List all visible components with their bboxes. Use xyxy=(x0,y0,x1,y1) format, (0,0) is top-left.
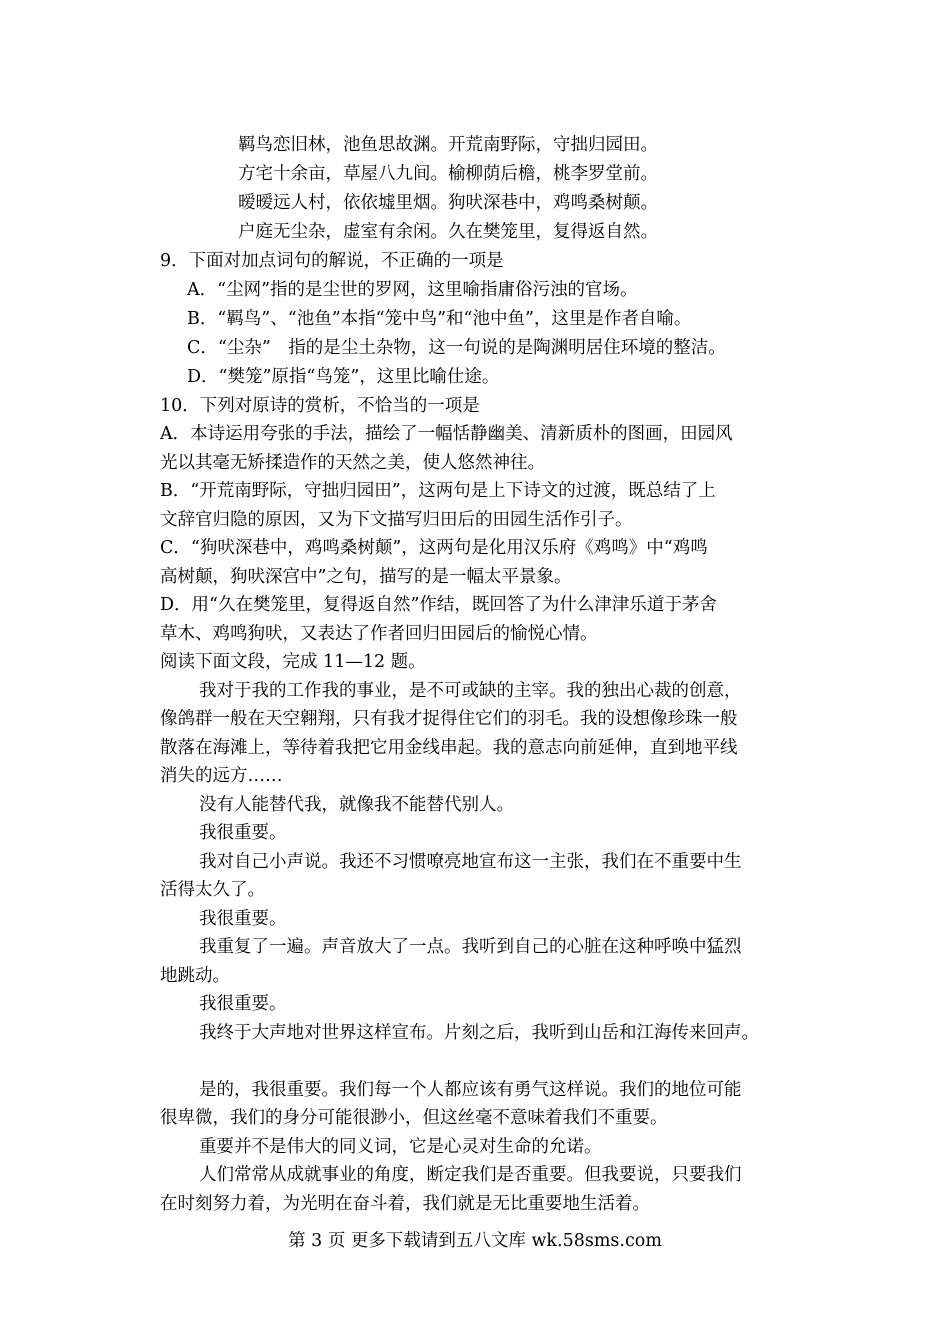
poem-line: 羁鸟恋旧林，池鱼思故渊。开荒南野际，守拙归园田。 xyxy=(238,135,658,155)
passage-line: 活得太久了。 xyxy=(160,880,265,900)
passage-line: 像鸽群一般在天空翱翔，只有我才捉得住它们的羽毛。我的设想像珍珠一般 xyxy=(160,709,738,729)
passage-line: 没有人能替代我，就像我不能替代别人。 xyxy=(199,795,514,815)
passage-line: 我很重要。 xyxy=(199,823,287,843)
question-10-stem: 10．下列对原诗的赏析，不恰当的一项是 xyxy=(160,396,480,416)
passage-line: 人们常常从成就事业的角度，断定我们是否重要。但我要说，只要我们 xyxy=(199,1165,742,1185)
passage-line: 我重复了一遍。声音放大了一点。我听到自己的心脏在这种呼唤中猛烈 xyxy=(199,937,742,957)
question-9-option-c: C．“尘杂” 指的是尘土杂物，这一句说的是陶渊明居住环境的整洁。 xyxy=(187,338,726,358)
question-10-line: A．本诗运用夸张的手法，描绘了一幅恬静幽美、清新质朴的图画，田园风 xyxy=(160,424,733,444)
passage-line: 我很重要。 xyxy=(199,994,287,1014)
question-9-option-b: B．“羁鸟”、“池鱼”本指“笼中鸟”和“池中鱼”，这里是作者自喻。 xyxy=(187,309,692,329)
page-footer: 第 3 页 更多下载请到五八文库 wk.58sms.com xyxy=(288,1231,662,1251)
passage-line: 我很重要。 xyxy=(199,909,287,929)
passage-line: 我终于大声地对世界这样宣布。片刻之后，我听到山岳和江海传来回声。 xyxy=(199,1023,759,1043)
question-10-line: D．用“久在樊笼里，复得返自然”作结，既回答了为什么津津乐道于茅舍 xyxy=(160,595,717,615)
reading-intro: 阅读下面文段，完成 11—12 题。 xyxy=(160,652,426,672)
passage-line: 在时刻努力着，为光明在奋斗着，我们就是无比重要地生活着。 xyxy=(160,1194,650,1214)
passage-line: 消失的远方…… xyxy=(160,766,283,786)
poem-line: 暧暧远人村，依依墟里烟。狗吠深巷中，鸡鸣桑树颠。 xyxy=(238,193,658,213)
poem-line: 方宅十余亩，草屋八九间。榆柳荫后檐，桃李罗堂前。 xyxy=(238,164,658,184)
question-10-line: 光以其毫无矫揉造作的天然之美，使人悠然神往。 xyxy=(160,453,545,473)
question-10-line: B．“开荒南野际，守拙归园田”，这两句是上下诗文的过渡，既总结了上 xyxy=(160,481,716,501)
passage-line: 地跳动。 xyxy=(160,966,230,986)
poem-line: 户庭无尘杂，虚室有余闲。久在樊笼里，复得返自然。 xyxy=(238,222,658,242)
passage-line: 很卑微，我们的身分可能很渺小，但这丝毫不意味着我们不重要。 xyxy=(160,1108,668,1128)
passage-line: 我对自己小声说。我还不习惯嘹亮地宣布这一主张，我们在不重要中生 xyxy=(199,852,742,872)
question-10-line: 草木、鸡鸣狗吠，又表达了作者回归田园后的愉悦心情。 xyxy=(160,624,598,644)
question-10-line: 高树颠，狗吠深宫中”之句，描写的是一幅太平景象。 xyxy=(160,567,572,587)
passage-line: 散落在海滩上，等待着我把它用金线串起。我的意志向前延伸，直到地平线 xyxy=(160,738,738,758)
question-10-line: C．“狗吠深巷中，鸡鸣桑树颠”，这两句是化用汉乐府《鸡鸣》中“鸡鸣 xyxy=(160,538,708,558)
question-9-option-a: A．“尘网”指的是尘世的罗网，这里喻指庸俗污浊的官场。 xyxy=(187,280,638,300)
question-10-line: 文辞官归隐的原因，又为下文描写归田后的田园生活作引子。 xyxy=(160,510,633,530)
passage-line: 我对于我的工作我的事业，是不可或缺的主宰。我的独出心裁的创意， xyxy=(199,681,742,701)
question-9-option-d: D．“樊笼”原指“鸟笼”，这里比喻仕途。 xyxy=(187,367,500,387)
passage-line: 是的，我很重要。我们每一个人都应该有勇气这样说。我们的地位可能 xyxy=(199,1080,742,1100)
passage-line: 重要并不是伟大的同义词，它是心灵对生命的允诺。 xyxy=(199,1137,602,1157)
question-9-stem: 9．下面对加点词句的解说，不正确的一项是 xyxy=(160,251,504,271)
